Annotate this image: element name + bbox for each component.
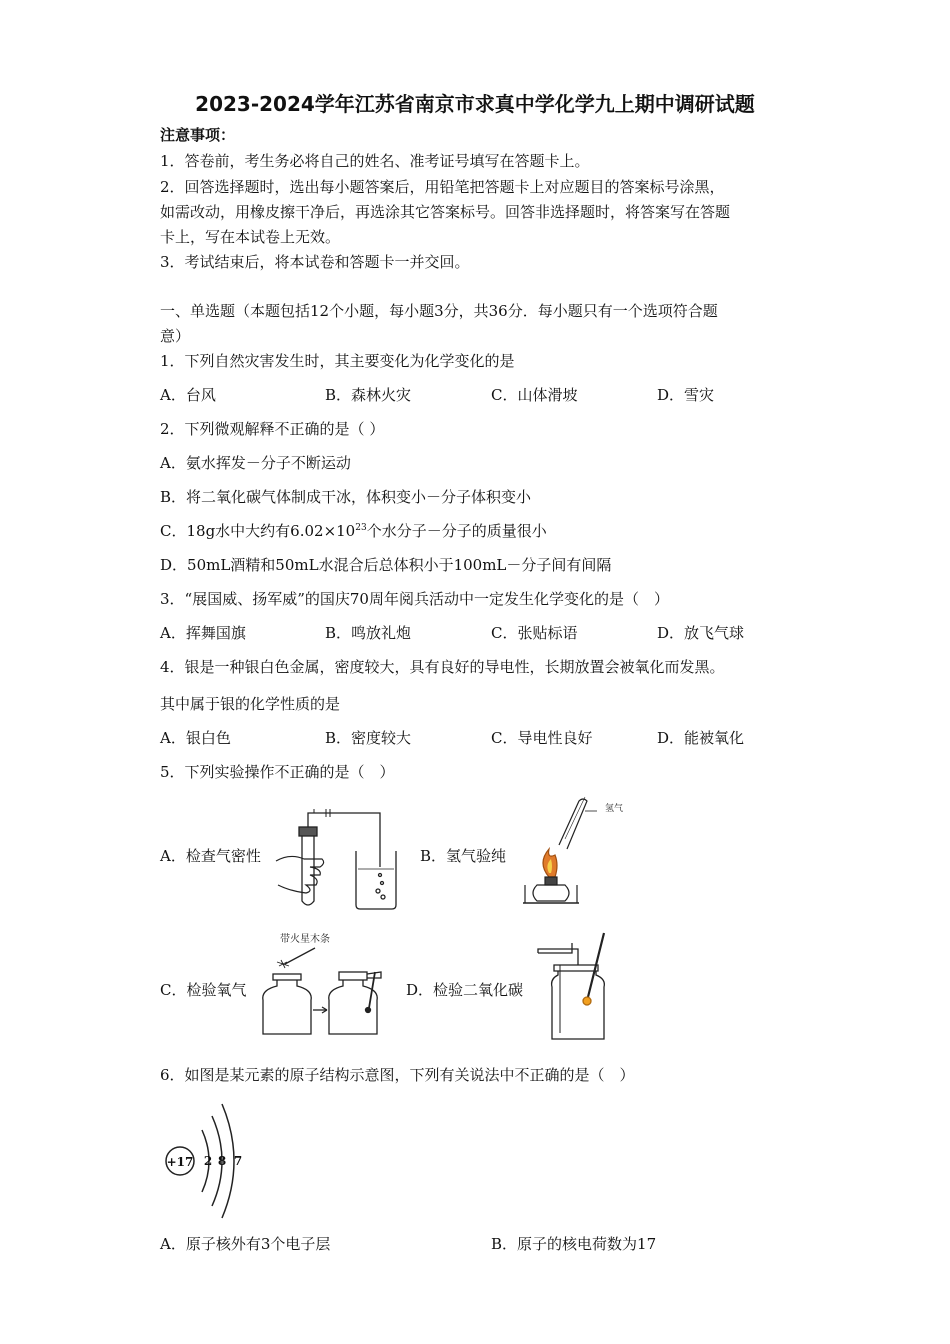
notice-item-2-cont2: 卡上，写在本试卷上无效。: [160, 228, 341, 246]
atomic-structure-diagram: [160, 1100, 260, 1220]
q2-option-c-exponent: 23: [355, 523, 367, 533]
notice-item-3: 3．考试结束后，将本试卷和答题卡一并交回。: [160, 253, 470, 271]
q4-stem-cont: 其中属于银的化学性质的是: [160, 695, 341, 713]
q5-option-c[interactable]: C．检验氧气: [160, 981, 247, 999]
q1-option-d[interactable]: D．雪灾: [657, 386, 715, 404]
q5-option-b[interactable]: B．氢气验纯: [420, 847, 507, 865]
q3-option-b[interactable]: B．鸣放礼炮: [325, 624, 412, 642]
hydrogen-purity-test-figure: [515, 795, 625, 910]
q2-option-a[interactable]: A．氨水挥发－分子不断运动: [160, 454, 351, 472]
q1-option-c[interactable]: C．山体滑坡: [491, 386, 578, 404]
q2-option-c[interactable]: [160, 521, 547, 541]
shell-1-electrons: 2: [203, 1154, 213, 1168]
q5-option-d[interactable]: D．检验二氧化碳: [406, 981, 524, 999]
q2-option-d[interactable]: D．50mL酒精和50mL水混合后总体积小于100mL－分子间有间隔: [160, 556, 612, 574]
q3-option-c[interactable]: C．张贴标语: [491, 624, 578, 642]
q2-option-b[interactable]: B．将二氧化碳气体制成干冰，体积变小－分子体积变小: [160, 488, 532, 506]
q4-option-d[interactable]: D．能被氧化: [657, 729, 745, 747]
hydrogen-label: 氢气: [605, 804, 624, 814]
q2-stem: 2．下列微观解释不正确的是（ ）: [160, 420, 385, 438]
section-heading-cont: 意）: [160, 327, 191, 345]
airtightness-check-figure: [270, 805, 400, 915]
q6-stem: 6．如图是某元素的原子结构示意图，下列有关说法中不正确的是（ ）: [160, 1066, 635, 1084]
q3-stem: 3．“展国威、扬军威”的国庆70周年阅兵活动中一定发生化学变化的是（ ）: [160, 590, 669, 608]
notice-item-1: 1．答卷前，考生务必将自己的姓名、准考证号填写在答题卡上。: [160, 152, 590, 170]
shell-2-electrons: 8: [217, 1154, 227, 1168]
section-heading: 一、单选题（本题包括12个小题，每小题3分，共36分．每小题只有一个选项符合题: [160, 302, 718, 320]
q3-option-a[interactable]: A．挥舞国旗: [160, 624, 246, 642]
q3-option-d[interactable]: D．放飞气球: [657, 624, 745, 642]
notice-item-2-cont: 如需改动，用橡皮擦干净后，再选涂其它答案标号。回答非选择题时，将答案写在答题: [160, 203, 731, 221]
glowing-splint-label: 带火星木条: [280, 934, 330, 945]
q6-option-b[interactable]: B．原子的核电荷数为17: [491, 1235, 657, 1253]
q4-stem: 4．银是一种银白色金属，密度较大，具有良好的导电性，长期放置会被氧化而发黑。: [160, 658, 725, 676]
notice-item-2: 2．回答选择题时，选出每小题答案后，用铅笔把答题卡上对应题目的答案标号涂黑，: [160, 178, 725, 196]
q2-option-c-post: 个水分子－分子的质量很小: [366, 522, 547, 540]
oxygen-test-figure: [255, 928, 395, 1043]
q6-option-a[interactable]: A．原子核外有3个电子层: [160, 1235, 331, 1253]
q4-option-b[interactable]: B．密度较大: [325, 729, 412, 747]
notice-heading: 注意事项：: [160, 126, 236, 144]
q1-stem: 1．下列自然灾害发生时，其主要变化为化学变化的是: [160, 352, 515, 370]
nucleus-charge: +17: [166, 1155, 194, 1169]
carbon-dioxide-test-figure: [530, 925, 620, 1045]
q1-option-a[interactable]: A．台风: [160, 386, 216, 404]
q5-stem: 5．下列实验操作不正确的是（ ）: [160, 763, 395, 781]
q5-option-a[interactable]: A．检查气密性: [160, 847, 261, 865]
q1-option-b[interactable]: B．森林火灾: [325, 386, 412, 404]
q4-option-a[interactable]: A．银白色: [160, 729, 231, 747]
page-title: 2023-2024学年江苏省南京市求真中学化学九上期中调研试题: [195, 92, 755, 116]
q2-option-c-pre: C．18g水中大约有6.02×10: [160, 522, 356, 540]
q4-option-c[interactable]: C．导电性良好: [491, 729, 593, 747]
shell-3-electrons: 7: [233, 1154, 243, 1168]
